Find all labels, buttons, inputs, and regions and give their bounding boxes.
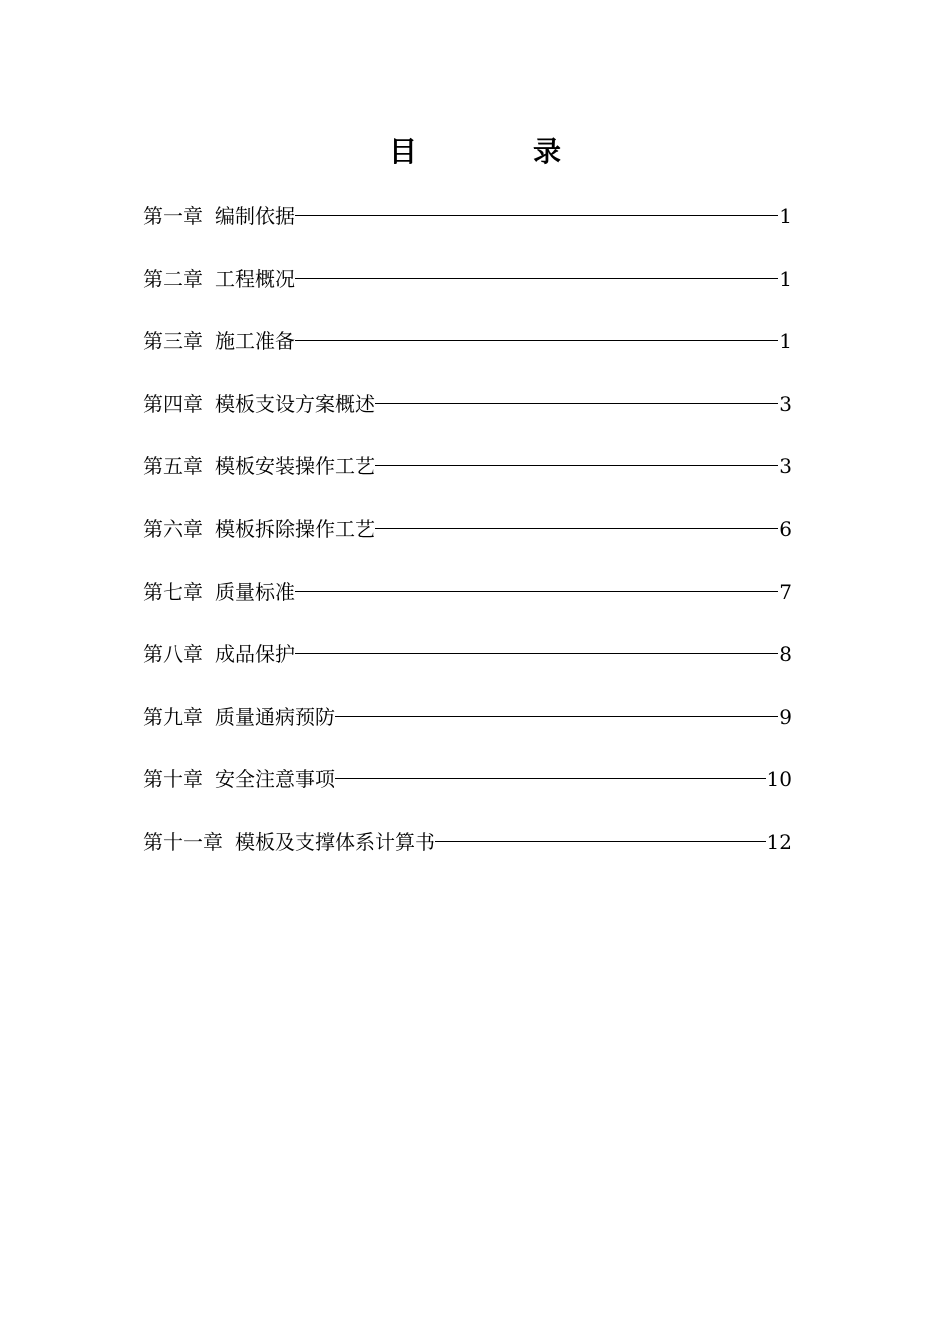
chapter-title: 模板安装操作工艺 [215,454,375,479]
chapter-number: 第四章 [143,391,203,416]
page-number: 9 [779,704,792,729]
chapter-number: 第一章 [143,204,203,228]
page-number: 7 [779,579,792,604]
toc-title [0,130,950,174]
page-number: 1 [779,204,792,228]
page-number: 1 [779,266,792,291]
chapter-title: 编制依据 [215,204,295,228]
toc-entry-4[interactable] [143,384,792,424]
chapter-title: 质量标准 [215,579,295,604]
dot-leader [295,215,778,216]
chapter-number: 第十章 [143,767,203,792]
dot-leader [335,778,766,779]
chapter-number: 第三章 [143,329,203,354]
toc-entry-5[interactable] [143,446,792,486]
dot-leader [375,528,778,529]
toc-entry-9[interactable] [143,697,792,737]
page-number: 8 [779,642,792,667]
chapter-title: 模板及支撑体系计算书 [235,829,435,854]
page-number: 3 [779,391,792,416]
toc-entry-8[interactable] [143,634,792,674]
page-number: 3 [779,454,792,479]
chapter-number: 第九章 [143,704,203,729]
dot-leader [375,403,778,404]
dot-leader [435,841,766,842]
chapter-title: 安全注意事项 [215,767,335,792]
chapter-title: 模板拆除操作工艺 [215,516,375,541]
chapter-title: 成品保护 [215,642,295,667]
dot-leader [295,653,778,654]
chapter-number: 第十一章 [143,829,223,854]
chapter-number: 第七章 [143,579,203,604]
table-of-contents [143,196,792,885]
title-char-1: 目 [389,135,418,168]
toc-entry-7[interactable] [143,572,792,612]
page-number: 1 [779,329,792,354]
page-number: 10 [766,767,792,792]
chapter-number: 第五章 [143,454,203,479]
toc-entry-11[interactable] [143,822,792,862]
chapter-number: 第六章 [143,516,203,541]
toc-entry-6[interactable] [143,509,792,549]
chapter-title: 质量通病预防 [215,704,335,729]
page-number: 6 [779,516,792,541]
title-char-2: 录 [533,135,562,168]
chapter-number: 第八章 [143,642,203,667]
dot-leader [375,465,778,466]
toc-entry-3[interactable] [143,321,792,361]
toc-entry-10[interactable] [143,759,792,799]
chapter-title: 施工准备 [215,329,295,354]
chapter-number: 第二章 [143,266,203,291]
chapter-title: 工程概况 [215,266,295,291]
toc-entry-1[interactable] [143,196,792,236]
toc-entry-2[interactable] [143,259,792,299]
dot-leader [335,716,778,717]
dot-leader [295,591,778,592]
chapter-title: 模板支设方案概述 [215,391,375,416]
page-number: 12 [766,829,792,854]
dot-leader [295,278,778,279]
dot-leader [295,340,778,341]
